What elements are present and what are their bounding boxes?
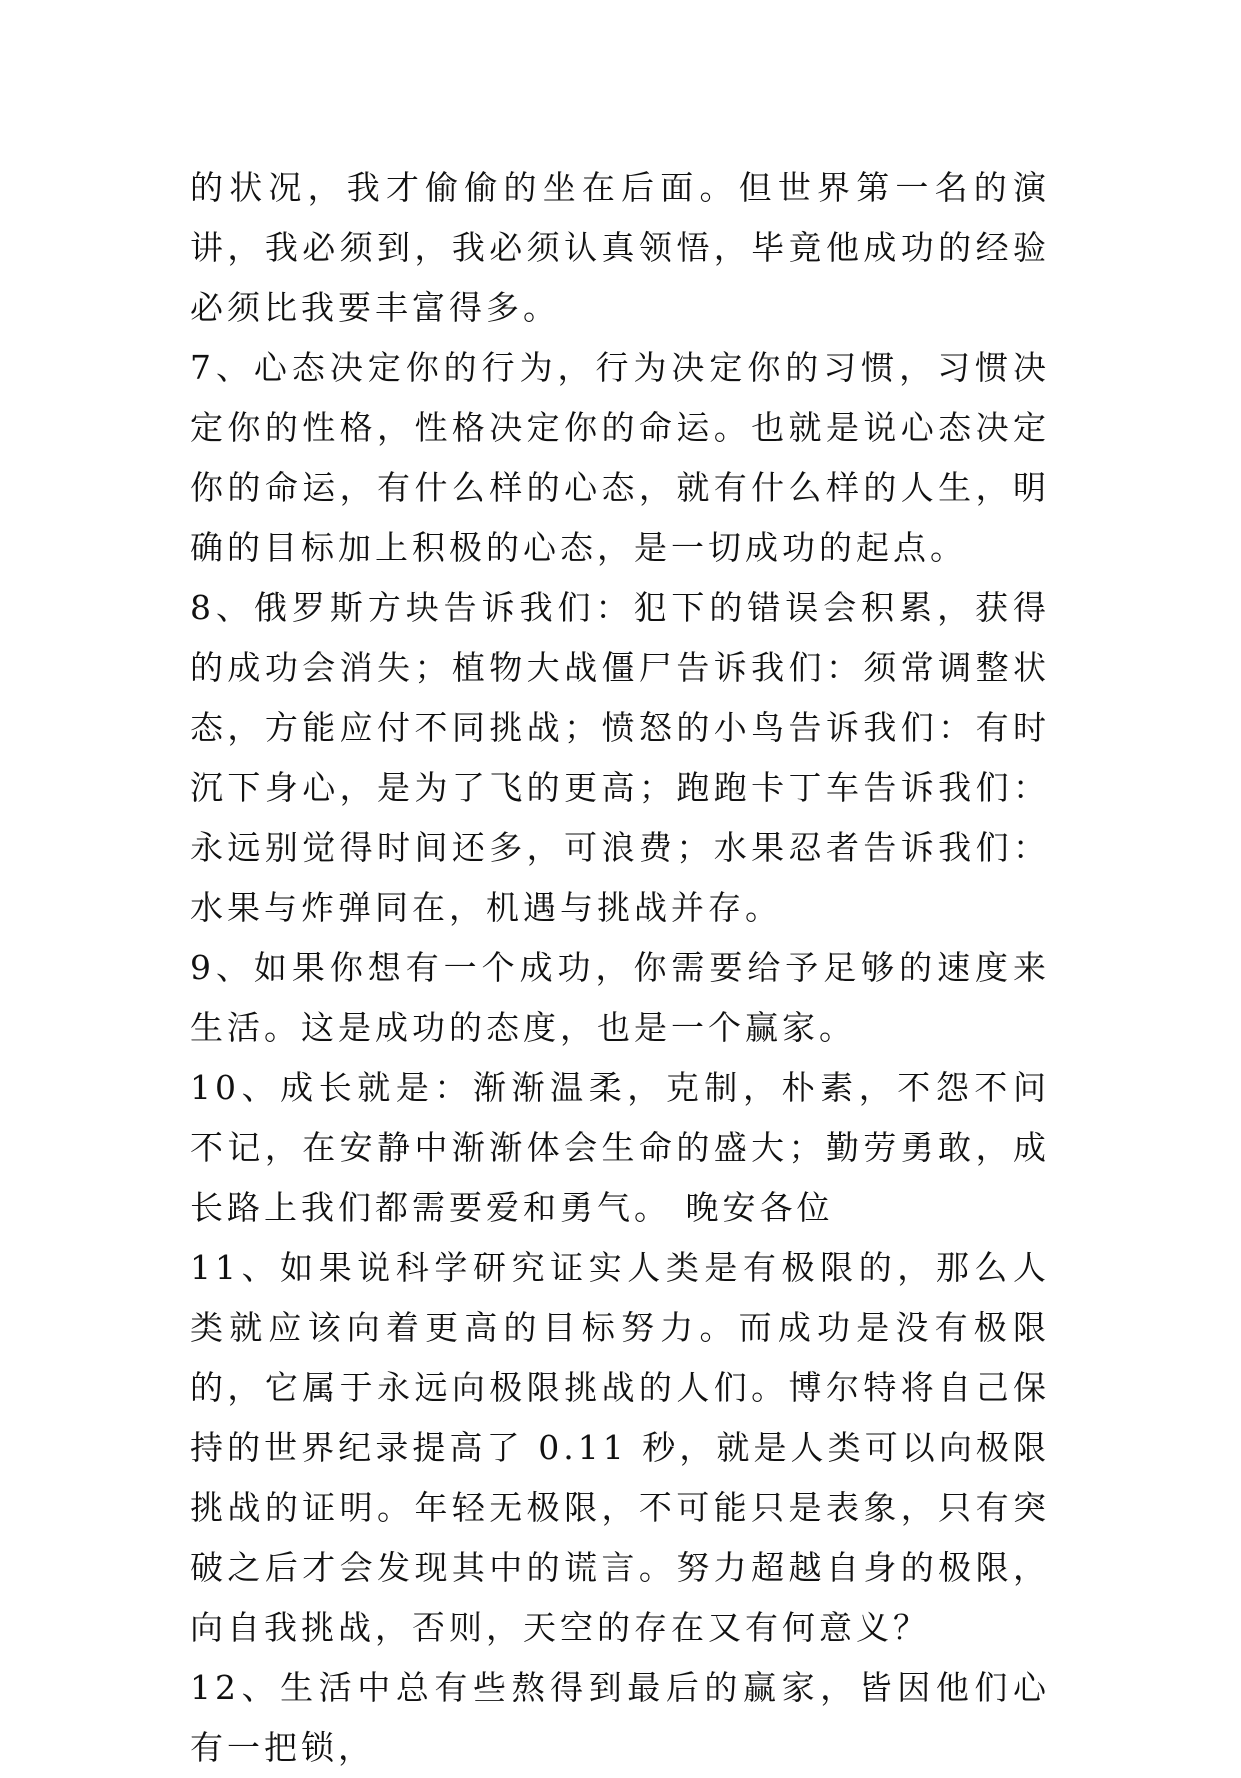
- paragraph-item-12: 12、生活中总有些熬得到最后的赢家，皆因他们心有一把锁，: [190, 1668, 1050, 1767]
- document-body: [190, 158, 1050, 1778]
- paragraph-continuation: 的状况，我才偷偷的坐在后面。但世界第一名的演讲，我必须到，我必须认真领悟，毕竟他成功的经验必须比我要丰富得多。: [190, 168, 1050, 327]
- paragraph-item-9: 9、如果你想有一个成功，你需要给予足够的速度来生活。这是成功的态度，也是一个赢家。: [190, 948, 1050, 1047]
- paragraph-item-11: 11、如果说科学研究证实人类是有极限的，那么人类就应该向着更高的目标努力。而成功是没有极限的，它属于永远向极限挑战的人们。博尔特将自己保持的世界纪录提高了 0.11 秒，就是人类可以向极限挑战的证明。年轻无极限，不可能只是表象，只有突破之后才会发现其中的谎言。努力超越自身的极限，向自我挑战，否则，天空的存在又有何意义？: [190, 1248, 1050, 1647]
- paragraph-item-8: 8、俄罗斯方块告诉我们：犯下的错误会积累，获得的成功会消失；植物大战僵尸告诉我们：须常调整状态，方能应付不同挑战；愤怒的小鸟告诉我们：有时沉下身心，是为了飞的更高；跑跑卡丁车告诉我们：永远别觉得时间还多，可浪费；水果忍者告诉我们：水果与炸弹同在，机遇与挑战并存。: [190, 588, 1050, 927]
- paragraph-item-7: 7、心态决定你的行为，行为决定你的习惯，习惯决定你的性格，性格决定你的命运。也就是说心态决定你的命运，有什么样的心态，就有什么样的人生，明确的目标加上积极的心态，是一切成功的起点。: [190, 348, 1050, 567]
- paragraph-item-10: 10、成长就是：渐渐温柔，克制，朴素，不怨不问不记，在安静中渐渐体会生命的盛大；勤劳勇敢，成长路上我们都需要爱和勇气。 晚安各位: [190, 1068, 1050, 1227]
